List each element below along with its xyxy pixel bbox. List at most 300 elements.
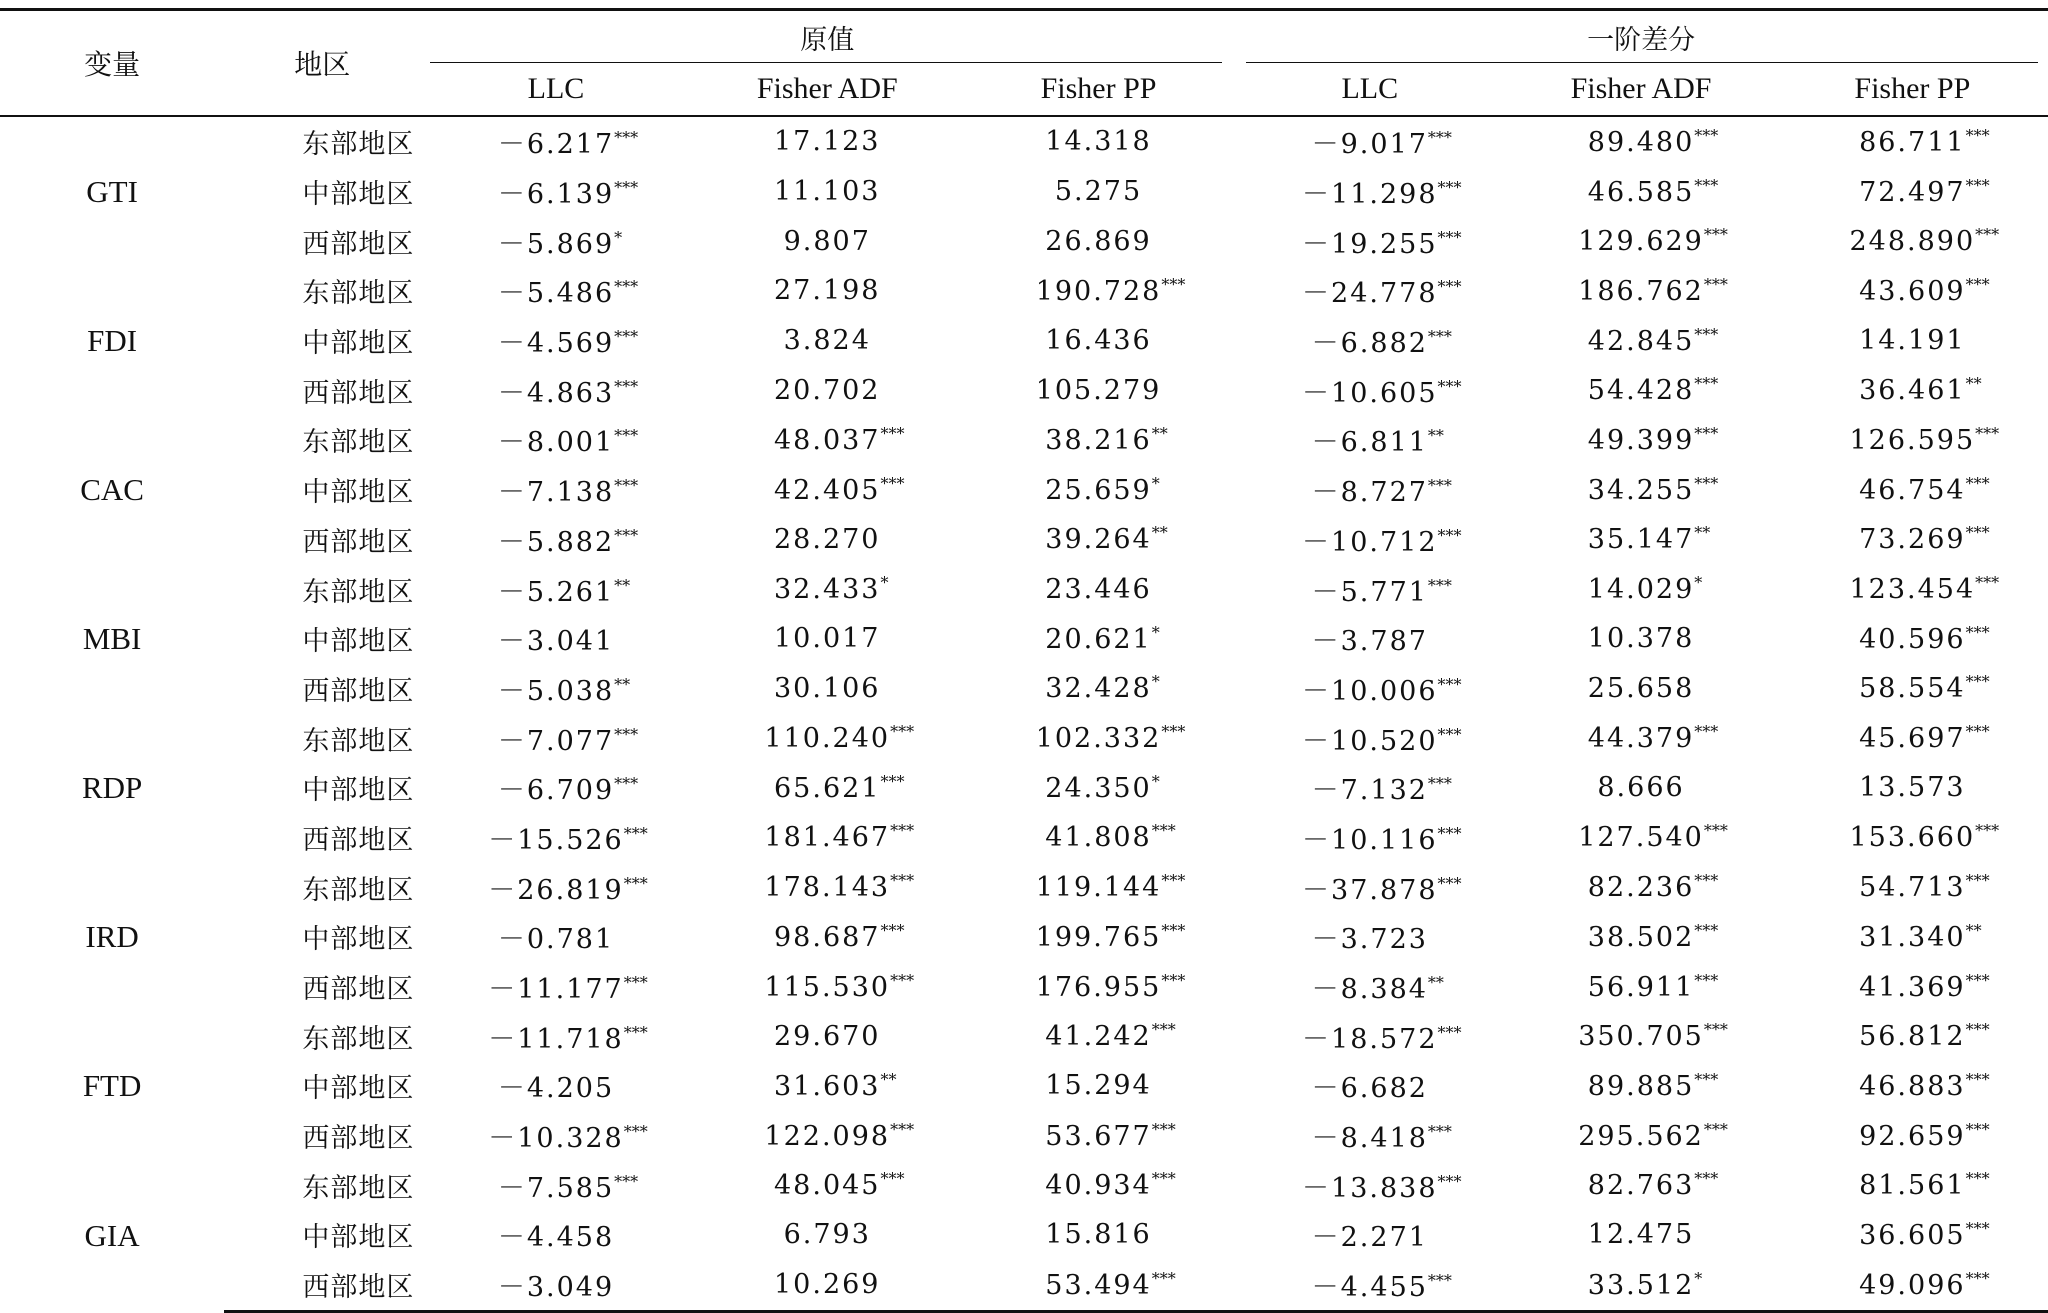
statistic-value: 153.660 <box>1849 822 1976 854</box>
statistic-value: 31.340 <box>1859 921 1966 953</box>
header-region: 地区 <box>294 48 351 81</box>
statistic-value: －7.132 <box>1311 775 1428 807</box>
statistic-value: －18.572 <box>1302 1023 1438 1055</box>
unit-root-table-container <box>0 8 2048 1313</box>
statistic-cell: 53.677*** <box>1045 1119 1176 1152</box>
statistic-value: 176.955 <box>1035 971 1162 1003</box>
statistic-cell: 72.497*** <box>1859 175 1990 208</box>
table-row <box>0 1011 2048 1061</box>
region-cell: 东部地区 <box>302 576 415 608</box>
statistic-cell: 41.808*** <box>1045 821 1176 854</box>
region-cell: 东部地区 <box>302 874 415 906</box>
statistic-cell: －37.878*** <box>1234 862 1505 912</box>
statistic-value: 82.763 <box>1587 1170 1695 1202</box>
statistic-cell: 40.596*** <box>1859 622 1990 655</box>
statistic-value: 10.017 <box>774 623 881 655</box>
statistic-value: －3.787 <box>1311 626 1428 658</box>
statistic-cell <box>692 216 963 266</box>
header-test-fisher-adf-levels: Fisher ADF <box>756 72 898 105</box>
statistic-value: 56.812 <box>1859 1021 1966 1053</box>
region-cell: 中部地区 <box>302 1222 415 1254</box>
statistic-value: 31.603 <box>774 1070 881 1102</box>
statistic-value: 20.702 <box>774 374 881 406</box>
statistic-cell <box>963 216 1234 266</box>
header-test-fisher-pp-levels: Fisher PP <box>1040 72 1157 105</box>
statistic-value: 49.399 <box>1587 424 1695 456</box>
statistic-value: 36.605 <box>1859 1219 1966 1251</box>
statistic-value: －5.771 <box>1311 576 1428 608</box>
statistic-cell: －9.017*** <box>1234 116 1505 167</box>
table-row <box>0 266 2048 316</box>
statistic-value: 40.596 <box>1859 623 1966 655</box>
statistic-cell: 46.883*** <box>1859 1069 1990 1102</box>
statistic-value: －6.217 <box>497 129 615 161</box>
statistic-cell: 49.399*** <box>1587 423 1719 456</box>
statistic-value: 178.143 <box>764 872 891 904</box>
statistic-value: 190.728 <box>1035 275 1162 307</box>
region-cell: 西部地区 <box>302 228 415 260</box>
statistic-cell: 56.812*** <box>1859 1020 1990 1053</box>
region-cell: 中部地区 <box>302 775 415 807</box>
statistic-value: 119.144 <box>1035 872 1162 904</box>
table-row <box>0 415 2048 465</box>
statistic-cell: 56.911*** <box>1587 970 1719 1003</box>
statistic-cell: 129.629*** <box>1578 225 1728 258</box>
statistic-value: －6.682 <box>1311 1073 1428 1105</box>
statistic-value: 30.106 <box>774 672 881 704</box>
statistic-value: 44.379 <box>1587 723 1695 755</box>
statistic-value: 27.198 <box>774 275 881 307</box>
statistic-cell: 58.554*** <box>1859 672 1990 705</box>
statistic-cell: －5.771*** <box>1234 564 1505 614</box>
statistic-cell: 36.605*** <box>1859 1218 1990 1251</box>
statistic-cell: 123.454*** <box>1849 573 2000 606</box>
statistic-value: 11.103 <box>774 176 881 208</box>
statistic-cell: 110.240*** <box>764 722 915 755</box>
statistic-value: 98.687 <box>774 921 881 953</box>
statistic-value: －37.878 <box>1302 874 1438 906</box>
statistic-cell: 82.763*** <box>1587 1169 1719 1202</box>
table-row <box>0 713 2048 763</box>
statistic-value: －26.819 <box>488 874 624 906</box>
statistic-cell: －10.605*** <box>1234 365 1505 415</box>
statistic-value: 25.658 <box>1587 672 1695 704</box>
statistic-cell: －7.077*** <box>420 713 691 763</box>
statistic-value: 10.378 <box>1587 623 1695 655</box>
statistic-cell: 127.540*** <box>1578 821 1728 854</box>
statistic-cell: 181.467*** <box>764 821 915 854</box>
statistic-value: －6.811 <box>1311 427 1428 459</box>
statistic-value: 49.096 <box>1859 1269 1966 1301</box>
statistic-cell: －5.882*** <box>420 515 691 565</box>
table-row <box>0 763 2048 813</box>
statistic-value: 25.659 <box>1045 474 1152 506</box>
header-test-llc-levels: LLC <box>527 72 585 105</box>
statistic-value: 5.275 <box>1054 176 1143 208</box>
statistic-cell: 45.697*** <box>1859 722 1990 755</box>
statistic-value: 72.497 <box>1859 176 1966 208</box>
header-test-fisher-pp-diff: Fisher PP <box>1854 72 1971 105</box>
statistic-value: －3.723 <box>1311 924 1428 956</box>
statistic-value: 24.350 <box>1045 772 1152 804</box>
region-cell: 中部地区 <box>302 477 415 509</box>
statistic-value: 86.711 <box>1859 126 1966 158</box>
statistic-value: 123.454 <box>1849 574 1976 606</box>
statistic-cell <box>692 1260 963 1311</box>
statistic-cell <box>1234 1210 1505 1260</box>
statistic-cell: －6.217*** <box>420 116 691 167</box>
statistic-cell: －10.006*** <box>1234 664 1505 714</box>
statistic-cell: －10.712*** <box>1234 515 1505 565</box>
header-group-first-difference: 一阶差分 <box>1234 10 2048 64</box>
statistic-cell: 81.561*** <box>1859 1169 1990 1202</box>
statistic-cell: 32.433* <box>774 573 889 606</box>
statistic-value: －6.139 <box>497 179 615 211</box>
statistic-value: －5.038 <box>497 675 615 707</box>
statistic-value: －24.778 <box>1302 278 1438 310</box>
statistic-value: 53.494 <box>1045 1269 1152 1301</box>
region-cell: 中部地区 <box>302 626 415 658</box>
statistic-value: 20.621 <box>1045 623 1152 655</box>
statistic-value: 12.475 <box>1587 1219 1695 1251</box>
statistic-cell: 40.934*** <box>1045 1169 1176 1202</box>
statistic-cell: －18.572*** <box>1234 1011 1505 1061</box>
statistic-value: －5.869 <box>497 228 615 260</box>
statistic-cell <box>1505 664 1776 714</box>
statistic-value: －9.017 <box>1311 129 1428 161</box>
header-test-fisher-adf-diff: Fisher ADF <box>1570 72 1712 105</box>
region-cell: 东部地区 <box>302 129 415 161</box>
variable-name-cell: CAC <box>80 471 144 507</box>
statistic-cell <box>1234 1061 1505 1111</box>
statistic-value: 33.512 <box>1587 1269 1695 1301</box>
statistic-value: 29.670 <box>774 1020 881 1052</box>
statistic-cell <box>963 564 1234 614</box>
statistic-value: －7.138 <box>497 477 615 509</box>
statistic-value: 248.890 <box>1849 226 1976 258</box>
table-row <box>0 365 2048 415</box>
statistic-cell <box>420 1061 691 1111</box>
statistic-value: 199.765 <box>1035 921 1162 953</box>
statistic-value: －10.520 <box>1302 725 1438 757</box>
statistic-value: 36.461 <box>1859 375 1966 407</box>
statistic-value: 28.270 <box>774 523 881 555</box>
statistic-cell <box>692 1210 963 1260</box>
table-row <box>0 1210 2048 1260</box>
statistic-cell: 92.659*** <box>1859 1119 1990 1152</box>
statistic-value: 3.824 <box>783 325 871 357</box>
statistic-cell: －10.520*** <box>1234 713 1505 763</box>
statistic-cell: 199.765*** <box>1035 920 1186 953</box>
region-cell: 西部地区 <box>302 974 415 1006</box>
statistic-value: 295.562 <box>1578 1120 1704 1152</box>
statistic-cell: 24.350* <box>1045 771 1160 804</box>
statistic-cell <box>963 316 1234 366</box>
region-cell: 西部地区 <box>302 526 415 558</box>
statistic-value: －0.781 <box>497 924 615 956</box>
statistic-value: 102.332 <box>1035 723 1162 755</box>
statistic-value: －15.526 <box>488 824 624 856</box>
statistic-cell: －11.718*** <box>420 1011 691 1061</box>
statistic-cell: －10.328*** <box>420 1111 691 1161</box>
statistic-value: －7.585 <box>497 1172 615 1204</box>
statistic-value: 15.816 <box>1045 1219 1152 1251</box>
table-body <box>0 116 2048 1311</box>
statistic-value: 115.530 <box>764 971 891 1003</box>
table-row <box>0 912 2048 962</box>
statistic-cell: 41.242*** <box>1045 1020 1176 1053</box>
statistic-value: 42.845 <box>1587 325 1695 357</box>
statistic-cell: 31.603** <box>774 1069 897 1102</box>
statistic-cell: 98.687*** <box>774 920 905 953</box>
statistic-value: －8.727 <box>1311 477 1428 509</box>
statistic-cell: 54.428*** <box>1587 374 1719 407</box>
statistic-cell: 48.045*** <box>774 1169 905 1202</box>
statistic-value: 45.697 <box>1859 723 1966 755</box>
statistic-value: 54.713 <box>1859 872 1966 904</box>
statistic-cell: 34.255*** <box>1587 473 1719 506</box>
table-header <box>0 10 2048 117</box>
statistic-cell: 41.369*** <box>1859 970 1990 1003</box>
statistic-value: 10.269 <box>774 1269 881 1301</box>
statistic-value: －8.001 <box>497 427 615 459</box>
statistic-cell <box>1505 763 1776 813</box>
statistic-value: －5.261 <box>497 576 615 608</box>
statistic-value: －19.255 <box>1302 228 1438 260</box>
statistic-value: 6.793 <box>783 1219 871 1251</box>
statistic-cell: 350.705*** <box>1578 1020 1728 1053</box>
statistic-value: －7.077 <box>497 725 615 757</box>
statistic-cell: －4.863*** <box>420 365 691 415</box>
statistic-cell: 176.955*** <box>1035 970 1186 1003</box>
statistic-cell: 39.264** <box>1045 523 1168 556</box>
statistic-cell <box>692 316 963 366</box>
statistic-value: －10.006 <box>1302 675 1438 707</box>
statistic-cell: 49.096*** <box>1777 1260 2048 1311</box>
region-cell: 西部地区 <box>224 1260 420 1311</box>
statistic-value: －11.177 <box>488 974 624 1006</box>
statistic-cell: 38.502*** <box>1587 920 1719 953</box>
statistic-value: 48.037 <box>774 424 881 456</box>
statistic-value: －10.116 <box>1302 824 1438 856</box>
statistic-cell <box>1777 316 2048 366</box>
region-cell: 东部地区 <box>302 278 415 310</box>
statistic-cell: －8.001*** <box>420 415 691 465</box>
statistic-cell: 36.461** <box>1859 374 1982 407</box>
statistic-value: 89.480 <box>1587 126 1695 158</box>
statistic-cell: －5.038** <box>420 664 691 714</box>
statistic-cell: －26.819*** <box>420 862 691 912</box>
region-cell: 中部地区 <box>302 328 415 360</box>
variable-name-cell: RDP <box>81 769 143 805</box>
table-row <box>0 564 2048 614</box>
statistic-cell: 89.885*** <box>1587 1069 1719 1102</box>
statistic-cell: －13.838*** <box>1234 1160 1505 1210</box>
region-cell: 中部地区 <box>302 1073 415 1105</box>
table-row <box>0 813 2048 863</box>
table-row <box>0 614 2048 664</box>
region-cell: 西部地区 <box>302 675 415 707</box>
statistic-cell: －7.585*** <box>420 1160 691 1210</box>
statistic-cell: 43.609*** <box>1859 274 1990 307</box>
statistic-cell <box>963 1210 1234 1260</box>
statistic-value: －4.569 <box>497 328 615 360</box>
statistic-cell: 25.659* <box>1045 473 1160 506</box>
statistic-value: 38.216 <box>1045 424 1152 456</box>
statistic-value: 46.585 <box>1587 176 1695 208</box>
statistic-cell: 86.711*** <box>1859 125 1990 158</box>
statistic-cell: －8.418*** <box>1234 1111 1505 1161</box>
statistic-cell <box>692 614 963 664</box>
region-cell: 中部地区 <box>302 924 415 956</box>
statistic-cell: －7.138*** <box>420 465 691 515</box>
statistic-value: 48.045 <box>774 1170 881 1202</box>
statistic-value: －6.709 <box>497 775 615 807</box>
statistic-value: －6.882 <box>1311 328 1428 360</box>
statistic-cell <box>963 116 1234 167</box>
statistic-cell: －4.569*** <box>420 316 691 366</box>
statistic-value: 122.098 <box>764 1120 891 1152</box>
statistic-cell <box>692 515 963 565</box>
statistic-value: －4.205 <box>497 1073 615 1105</box>
statistic-cell <box>420 912 691 962</box>
statistic-cell: －4.455*** <box>1234 1260 1505 1311</box>
statistic-cell: －6.811** <box>1234 415 1505 465</box>
table-row <box>0 316 2048 366</box>
statistic-cell: 115.530*** <box>764 970 915 1003</box>
region-cell: 东部地区 <box>302 1172 415 1204</box>
statistic-value: 46.754 <box>1859 474 1966 506</box>
statistic-cell: 35.147** <box>1587 523 1711 556</box>
statistic-cell: －6.709*** <box>420 763 691 813</box>
statistic-value: 110.240 <box>764 723 891 755</box>
table-row <box>0 465 2048 515</box>
statistic-cell: 186.762*** <box>1578 274 1728 307</box>
statistic-value: 17.123 <box>774 126 881 158</box>
statistic-cell: 32.428* <box>1045 672 1160 705</box>
statistic-value: 13.573 <box>1859 772 1966 804</box>
statistic-cell <box>420 1210 691 1260</box>
statistic-value: 35.147 <box>1587 524 1695 556</box>
statistic-value: 89.885 <box>1587 1070 1695 1102</box>
statistic-value: 43.609 <box>1859 275 1966 307</box>
statistic-value: 129.629 <box>1578 226 1704 258</box>
statistic-cell <box>692 1011 963 1061</box>
statistic-cell: 190.728*** <box>1035 274 1186 307</box>
statistic-value: 34.255 <box>1587 474 1695 506</box>
statistic-value: 14.029 <box>1587 574 1695 606</box>
statistic-value: －10.712 <box>1302 526 1438 558</box>
statistic-cell <box>963 1061 1234 1111</box>
statistic-cell: 53.494*** <box>963 1260 1234 1311</box>
statistic-value: 26.869 <box>1045 225 1152 257</box>
statistic-cell: 126.595*** <box>1849 423 2000 456</box>
statistic-cell: 44.379*** <box>1587 722 1719 755</box>
statistic-cell: －24.778*** <box>1234 266 1505 316</box>
variable-name-cell: GIA <box>84 1217 140 1253</box>
statistic-cell: 295.562*** <box>1578 1119 1728 1152</box>
statistic-cell <box>420 1260 691 1311</box>
region-cell: 中部地区 <box>302 179 415 211</box>
statistic-cell: 122.098*** <box>764 1119 915 1152</box>
statistic-cell: －15.526*** <box>420 813 691 863</box>
statistic-value: 32.433 <box>774 574 881 606</box>
statistic-value: 126.595 <box>1849 424 1976 456</box>
region-cell: 东部地区 <box>302 1023 415 1055</box>
statistic-value: 105.279 <box>1035 374 1162 406</box>
statistic-value: －11.718 <box>488 1023 624 1055</box>
statistic-cell: 119.144*** <box>1035 871 1186 904</box>
statistic-value: 56.911 <box>1587 971 1695 1003</box>
statistic-value: 41.808 <box>1045 822 1152 854</box>
statistic-value: 82.236 <box>1587 872 1695 904</box>
statistic-cell <box>692 266 963 316</box>
statistic-cell: 89.480*** <box>1587 125 1719 158</box>
statistic-cell: －5.261** <box>420 564 691 614</box>
statistic-cell: 42.405*** <box>774 473 905 506</box>
table-row <box>0 216 2048 266</box>
statistic-cell: 14.029* <box>1587 573 1703 606</box>
statistic-value: 15.294 <box>1045 1070 1152 1102</box>
statistic-value: 9.807 <box>783 225 871 257</box>
statistic-cell: 248.890*** <box>1849 225 2000 258</box>
statistic-cell: －19.255*** <box>1234 216 1505 266</box>
statistic-value: －4.458 <box>497 1222 615 1254</box>
statistic-cell <box>692 167 963 217</box>
statistic-value: 16.436 <box>1045 325 1152 357</box>
statistic-value: －10.605 <box>1302 377 1438 409</box>
statistic-value: 41.369 <box>1859 971 1966 1003</box>
statistic-cell <box>692 664 963 714</box>
statistic-cell: 20.621* <box>1045 622 1160 655</box>
variable-name-cell: IRD <box>85 918 139 954</box>
statistic-cell: －8.727*** <box>1234 465 1505 515</box>
statistic-value: －8.384 <box>1311 974 1428 1006</box>
statistic-value: 81.561 <box>1859 1170 1966 1202</box>
statistic-cell: 65.621*** <box>774 771 905 804</box>
statistic-cell: －6.882*** <box>1234 316 1505 366</box>
statistic-cell <box>963 167 1234 217</box>
statistic-value: 42.405 <box>774 474 881 506</box>
statistic-value: 58.554 <box>1859 673 1966 705</box>
statistic-value: 181.467 <box>764 822 891 854</box>
statistic-cell <box>1505 1210 1776 1260</box>
statistic-cell: 178.143*** <box>764 871 915 904</box>
variable-name-cell: FTD <box>82 1067 142 1103</box>
statistic-cell: 46.754*** <box>1859 473 1990 506</box>
table-row <box>0 1160 2048 1210</box>
statistic-cell: －8.384** <box>1234 962 1505 1012</box>
statistic-cell: 38.216** <box>1045 423 1168 456</box>
region-cell: 西部地区 <box>302 824 415 856</box>
statistic-cell <box>1234 614 1505 664</box>
statistic-value: －4.863 <box>497 377 615 409</box>
variable-name-cell: FDI <box>87 322 138 358</box>
statistic-value: －4.455 <box>1311 1272 1428 1304</box>
statistic-value: 350.705 <box>1578 1021 1704 1053</box>
statistic-value: 32.428 <box>1045 673 1152 705</box>
statistic-cell <box>1777 763 2048 813</box>
variable-name-cell: GTI <box>86 173 138 209</box>
statistic-cell: 33.512* <box>1505 1260 1776 1311</box>
table-row <box>0 862 2048 912</box>
unit-root-table <box>0 8 2048 1313</box>
statistic-cell: －5.486*** <box>420 266 691 316</box>
statistic-value: 53.677 <box>1045 1120 1152 1152</box>
table-row <box>0 664 2048 714</box>
statistic-value: 127.540 <box>1578 822 1704 854</box>
statistic-value: 65.621 <box>774 772 881 804</box>
